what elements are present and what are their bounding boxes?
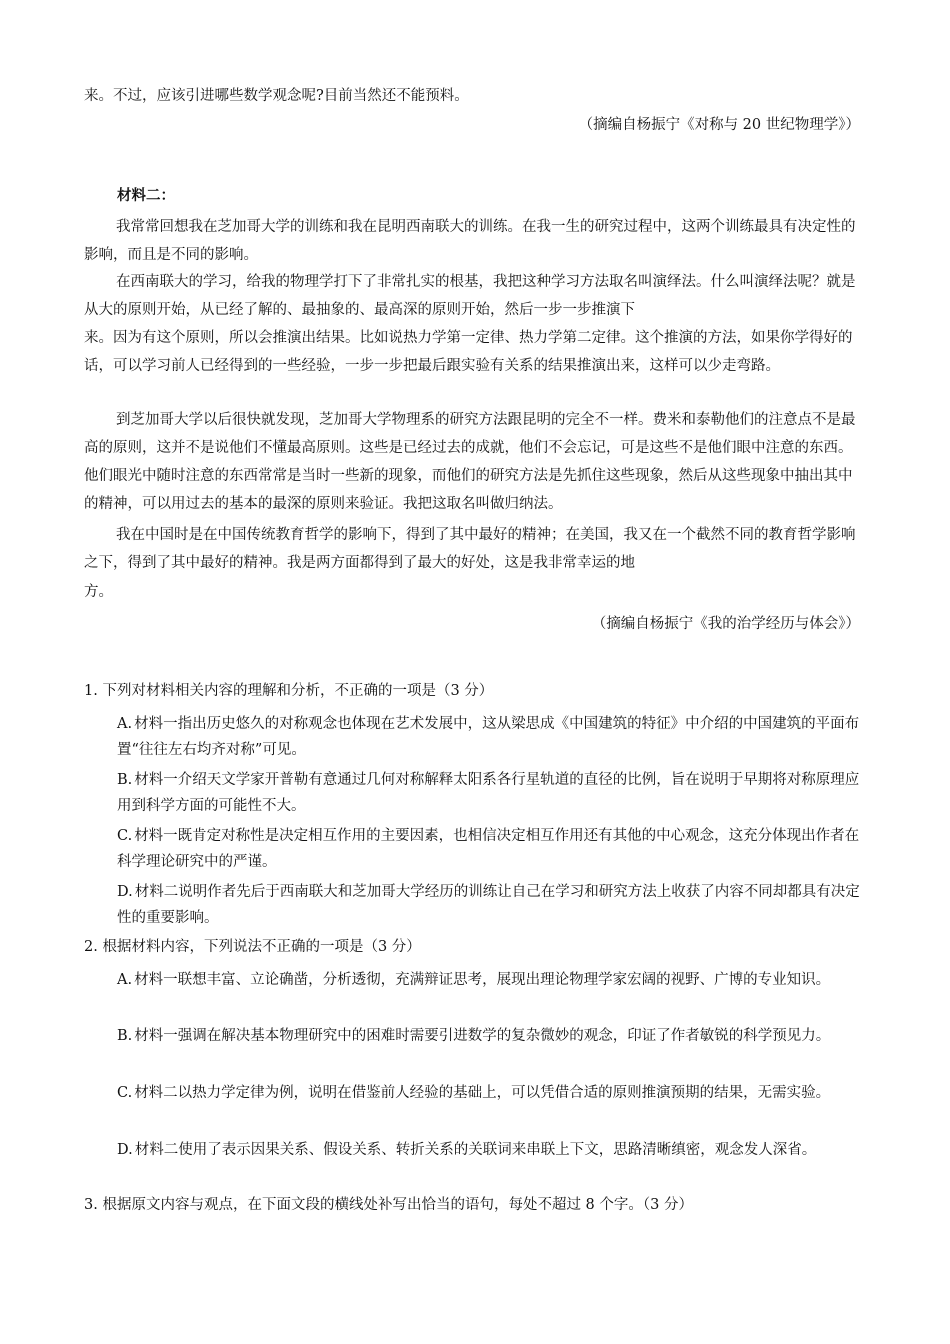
question-2-option-c xyxy=(117,1080,862,1106)
question-2-stem: 2. 根据材料内容，下列说法不正确的一项是（3 分） xyxy=(84,939,421,955)
option-text: 材料一既肯定对称性是决定相互作用的主要因素，也相信决定相互作用还有其他的中心观念，这充分体现出作者在科学理论研究中的严谨。 xyxy=(117,828,860,870)
question-2-option-a xyxy=(117,967,862,993)
material-two-paragraph-3: 来。因为有这个原则，所以会推演出结果。比如说热力学第一定律、热力学第二定律。这个推演的方法，如果你学得好的话，可以学习前人已经得到的一些经验，一步一步把最后跟实验有关系的结果推演出来，这样可以少走弯路。 xyxy=(84,330,853,374)
question-1-option-a xyxy=(117,711,862,763)
material-two-paragraph-1: 我常常回想我在芝加哥大学的训练和我在昆明西南联大的训练。在我一生的研究过程中，这两个训练最具有决定性的影响，而且是不同的影响。 xyxy=(84,219,856,263)
option-label: D. xyxy=(117,884,133,900)
question-1-stem: 1. 下列对材料相关内容的理解和分析，不正确的一项是（3 分） xyxy=(84,683,494,699)
option-text: 材料一强调在解决基本物理研究中的困难时需要引进数学的复杂微妙的观念，印证了作者敏锐的科学预见力。 xyxy=(134,1028,831,1044)
option-text: 材料一联想丰富、立论确凿，分析透彻，充满辩证思考，展现出理论物理学家宏阔的视野、广博的专业知识。 xyxy=(134,972,831,988)
option-label: D. xyxy=(117,1142,133,1158)
option-text: 材料一介绍天文学家开普勒有意通过几何对称解释太阳系各行星轨道的直径的比例，旨在说明于早期将对称原理应用到科学方面的可能性不大。 xyxy=(117,772,860,814)
option-label: B. xyxy=(117,1028,133,1044)
option-label: B. xyxy=(117,772,133,788)
material-two-heading: 材料二： xyxy=(117,188,175,204)
question-1-option-b xyxy=(117,767,862,819)
question-1-option-d xyxy=(117,879,862,931)
question-2-option-b xyxy=(117,1023,862,1049)
question-1-option-c xyxy=(117,823,862,875)
question-2-option-d xyxy=(117,1137,862,1163)
material-two-source: （摘编自杨振宁《我的治学经历与体会》） xyxy=(591,616,860,632)
option-label: A. xyxy=(117,716,133,732)
option-text: 材料二说明作者先后于西南联大和芝加哥大学经历的训练让自己在学习和研究方法上收获了内容不同却都具有决定性的重要影响。 xyxy=(117,884,860,926)
question-3-stem: 3. 根据原文内容与观点，在下面文段的横线处补写出恰当的语句，每处不超过 8 个字。（3 分） xyxy=(84,1197,693,1213)
option-text: 材料二使用了表示因果关系、假设关系、转折关系的关联词来串联上下文，思路清晰缜密，观念发人深省。 xyxy=(134,1142,817,1158)
option-text: 材料一指出历史悠久的对称观念也体现在艺术发展中，这从梁思成《中国建筑的特征》中介绍的中国建筑的平面布置“往往左右均齐对称”可见。 xyxy=(117,716,860,758)
material-one-source: （摘编自杨振宁《对称与 20 世纪物理学》） xyxy=(578,117,860,133)
option-label: C. xyxy=(117,1085,133,1101)
material-two-paragraph-6: 方。 xyxy=(84,584,113,600)
option-label: A. xyxy=(117,972,133,988)
material-two-paragraph-2: 在西南联大的学习，给我的物理学打下了非常扎实的根基，我把这种学习方法取名叫演绎法。什么叫演绎法呢？就是从大的原则开始，从已经了解的、最抽象的、最高深的原则开始，然后一步一步推演下 xyxy=(84,274,856,318)
material-one-tail-line: 来。不过，应该引进哪些数学观念呢?目前当然还不能预料。 xyxy=(84,88,469,104)
option-label: C. xyxy=(117,828,133,844)
material-two-paragraph-5: 我在中国时是在中国传统教育哲学的影响下，得到了其中最好的精神；在美国，我又在一个截然不同的教育哲学影响之下，得到了其中最好的精神。我是两方面都得到了最大的好处，这是我非常幸运的地 xyxy=(84,527,856,571)
option-text: 材料二以热力学定律为例，说明在借鉴前人经验的基础上，可以凭借合适的原则推演预期的结果，无需实验。 xyxy=(134,1085,831,1101)
material-two-paragraph-4: 到芝加哥大学以后很快就发现，芝加哥大学物理系的研究方法跟昆明的完全不一样。费米和泰勒他们的注意点不是最高的原则，这并不是说他们不懂最高原则。这些是已经过去的成就，他们不会忘记，可是这些不是他们眼中注意的东西。他们眼光中随时注意的东西常常是当时一些新的现象，而他们的研究方法是先抓住这些现象，然后从这些现象中抽出其中的精神，可以用过去的基本的最深的原则来验证。我把这取名叫做归纳法。 xyxy=(84,412,856,512)
